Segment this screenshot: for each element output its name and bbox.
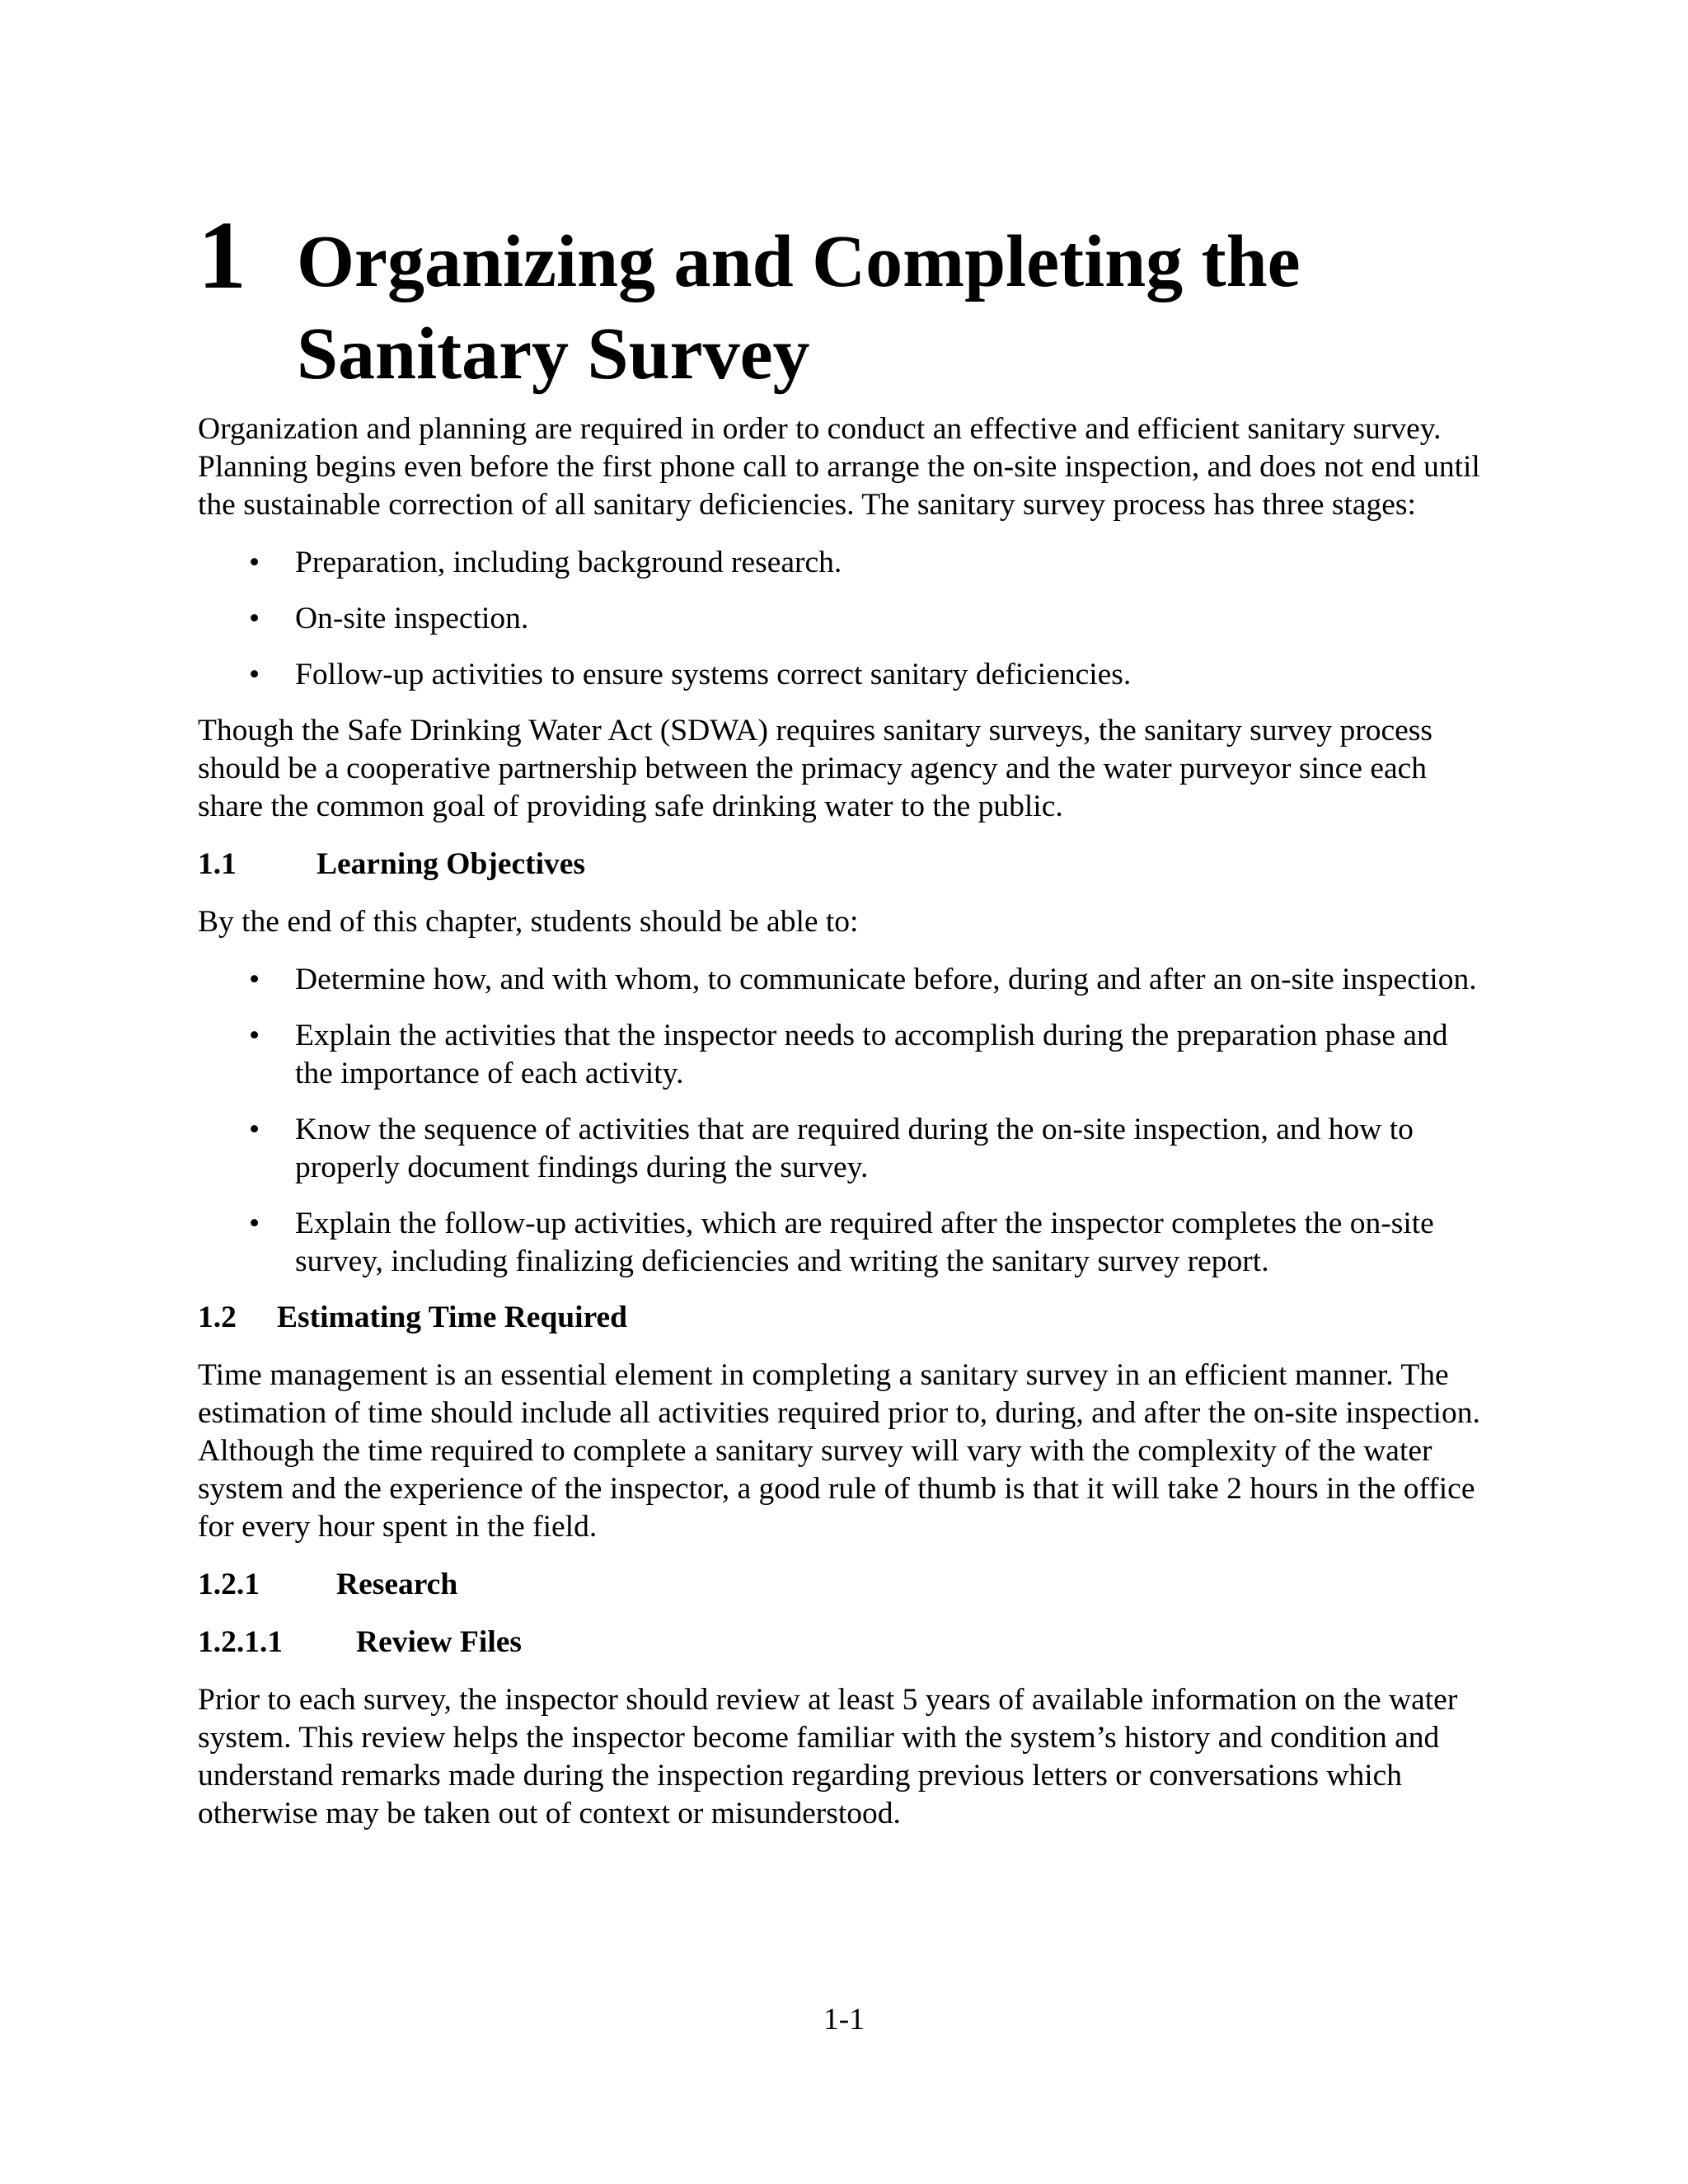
section-title: Review Files — [356, 1625, 522, 1659]
chapter-title-line-1: Organizing and Completing the — [297, 221, 1301, 302]
section-heading-learning-objectives — [198, 846, 1492, 883]
chapter-title-line-2: Sanitary Survey — [297, 313, 810, 395]
section-number: 1.2.1.1 — [198, 1625, 284, 1659]
section-title: Estimating Time Required — [277, 1301, 628, 1334]
objectives-list — [198, 961, 1492, 1281]
objectives-lead: By the end of this chapter, students should be able to: — [198, 905, 859, 939]
section-heading-estimating-time — [198, 1299, 1492, 1337]
section-heading-review-files — [198, 1624, 1492, 1661]
list-item-text: Follow-up activities to ensure systems correct sanitary deficiencies. — [295, 658, 1132, 691]
review-files-paragraph: Prior to each survey, the inspector should review at least 5 years of available information on the water system. This review helps the inspector become familiar with the system’s history and condition and understand remarks made during the inspection regarding previous letters or conversations which otherwise may be taken out of context or misunderstood. — [198, 1683, 1458, 1830]
section-number: 1.1 — [198, 847, 237, 881]
bullet-icon: • — [249, 1019, 260, 1052]
intro-paragraph: Organization and planning are required in order to conduct an effective and efficient sanitary survey. Planning begins even before the first phone call to arrange the on-site inspection, and does not end until the sustainable correction of all sanitary deficiencies. The sanitary survey process has three stages: — [198, 412, 1480, 522]
intro-closing-paragraph: Though the Safe Drinking Water Act (SDWA) requires sanitary surveys, the sanitary survey process should be a cooperative partnership between the primacy agency and the water purveyor since each share the common goal of providing safe drinking water to the public. — [198, 714, 1432, 823]
list-item — [198, 544, 1492, 582]
list-item-text: Explain the activities that the inspector needs to accomplish during the preparation phase and the importance of each activity. — [295, 1019, 1448, 1090]
list-item-text: Preparation, including background research. — [295, 546, 842, 579]
estimating-time-paragraph: Time management is an essential element in completing a sanitary survey in an efficient manner. The estimation of time should include all activities required prior to, during, and after the on-site inspection. Although the time required to complete a sanitary survey will vary with the complexity of the water system and the experience of the inspector, a good rule of thumb is that it will take 2 hours in the office for every hour spent in the field. — [198, 1358, 1480, 1544]
document-page — [198, 201, 1492, 1853]
bullet-icon: • — [249, 546, 260, 579]
section-heading-research — [198, 1566, 1492, 1604]
bullet-icon: • — [249, 602, 260, 635]
list-item — [198, 1205, 1492, 1281]
list-item-text: On-site inspection. — [295, 602, 529, 635]
list-item-text: Determine how, and with whom, to communicate before, during and after an on-site inspection. — [295, 963, 1477, 996]
list-item — [198, 1111, 1492, 1187]
list-item — [198, 1017, 1492, 1093]
list-item — [198, 656, 1492, 694]
section-title: Learning Objectives — [316, 847, 586, 881]
list-item-text: Explain the follow-up activities, which are required after the inspector completes the on-site survey, including finalizing deficiencies and writing the sanitary survey report. — [295, 1207, 1434, 1278]
chapter-number: 1 — [198, 201, 246, 309]
section-number: 1.2 — [198, 1301, 237, 1334]
section-title: Research — [336, 1568, 458, 1601]
page-number: 1-1 — [823, 2003, 865, 2036]
bullet-icon: • — [249, 1207, 260, 1240]
bullet-icon: • — [249, 963, 260, 996]
chapter-title — [297, 216, 1301, 401]
bullet-icon: • — [249, 658, 260, 691]
stages-list — [198, 544, 1492, 694]
chapter-heading — [198, 201, 1492, 401]
list-item — [198, 961, 1492, 999]
list-item-text: Know the sequence of activities that are required during the on-site inspection, and how to properly document findings during the survey. — [295, 1113, 1414, 1184]
section-number: 1.2.1 — [198, 1568, 260, 1601]
list-item — [198, 600, 1492, 638]
bullet-icon: • — [249, 1113, 260, 1146]
